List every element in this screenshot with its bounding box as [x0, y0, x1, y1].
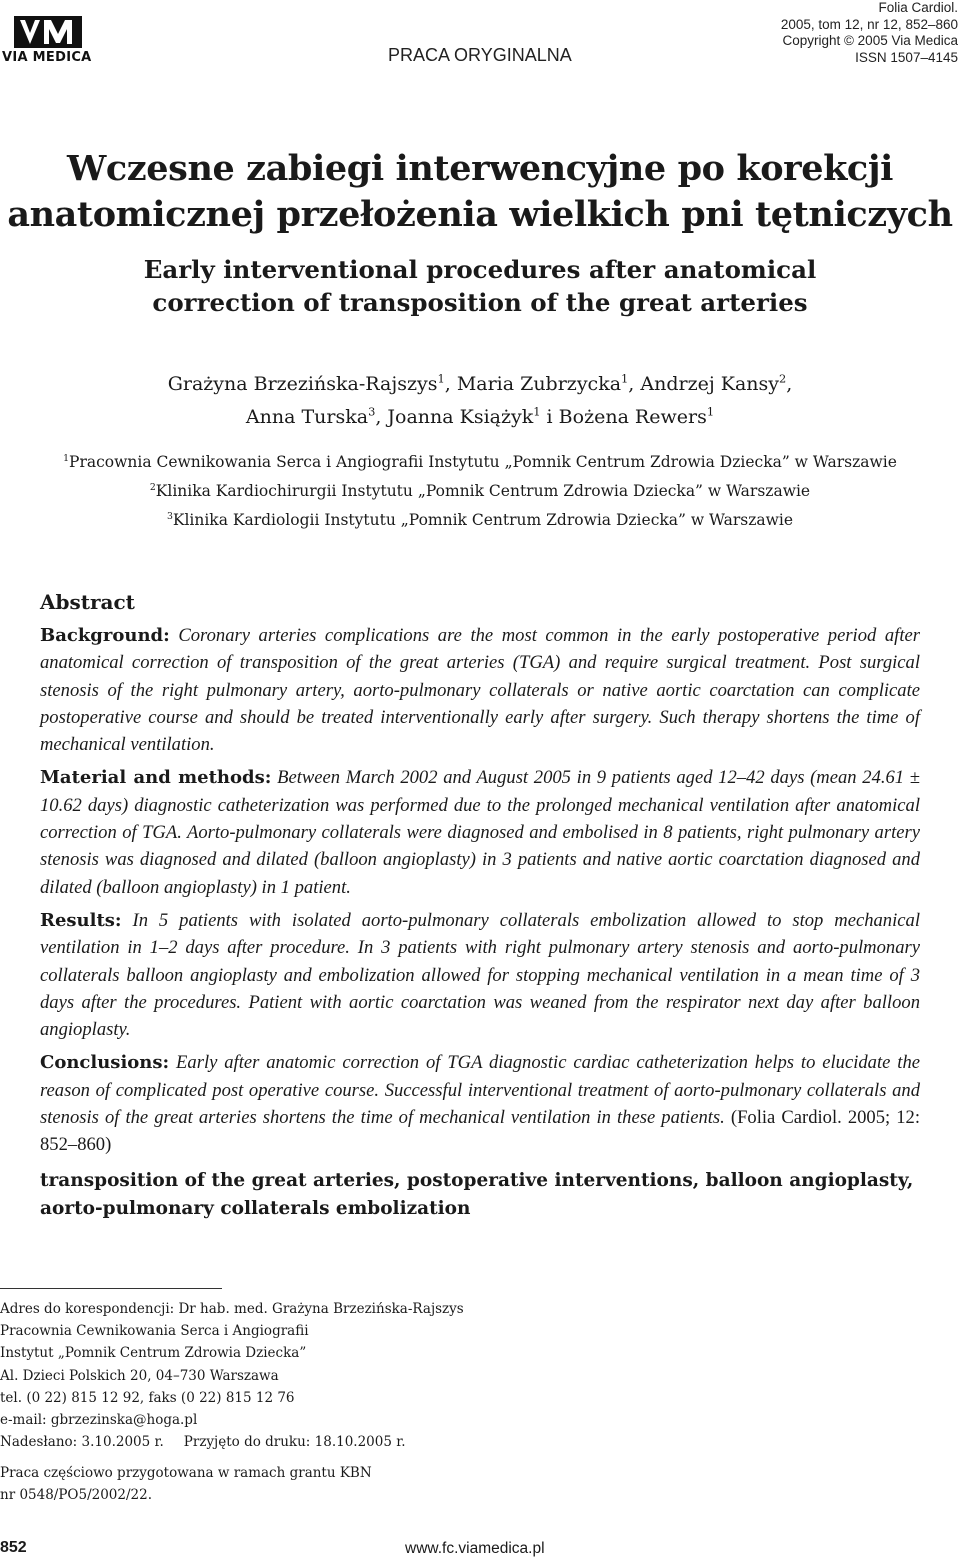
- author-name: Maria Zubrzycka: [456, 373, 622, 395]
- keywords: transposition of the great arteries, postoperative interventions, balloon angioplasty, aorto-pulmonary collaterals embolization: [40, 1169, 914, 1219]
- author-affiliation-ref: 1: [621, 371, 629, 386]
- website-link[interactable]: www.fc.viamedica.pl: [405, 1540, 545, 1557]
- correspondence-line: Instytut „Pomnik Centrum Zdrowia Dziecka”: [0, 1345, 307, 1362]
- received-date: Nadesłano: 3.10.2005 r.: [0, 1434, 164, 1451]
- author-affiliation-ref: 1: [706, 404, 715, 419]
- affiliation: [0, 506, 960, 535]
- affiliation-number: 2: [149, 481, 156, 493]
- journal-copyright: Copyright © 2005 Via Medica: [782, 33, 958, 48]
- author-name: Joanna Książyk: [387, 406, 534, 428]
- correspondence-line: Pracownia Cewnikowania Serca i Angiografii: [0, 1323, 309, 1340]
- affiliation-number: 1: [63, 452, 70, 464]
- author-affiliation-ref: 3: [368, 404, 376, 419]
- journal-info: [781, 0, 958, 66]
- authors: [0, 368, 960, 434]
- via-medica-logo: [2, 16, 102, 68]
- methods-label: Material and methods:: [40, 767, 272, 789]
- affiliation: [0, 448, 960, 477]
- author-affiliation-ref: 1: [533, 404, 541, 419]
- journal-issn: ISSN 1507–4145: [855, 49, 958, 65]
- author-name: Grażyna Brzezińska-Rajszys: [167, 373, 438, 395]
- affiliation-number: 3: [166, 510, 173, 522]
- authors-line-2: Anna Turska$^3$, Joanna Książyk$^1$ i Bożena Rewers$^1$: [245, 404, 715, 428]
- title-english-line-1: Early interventional procedures after anatomical: [143, 255, 817, 284]
- via-medica-logo-icon: [2, 16, 94, 48]
- accepted-date: Przyjęto do druku: 18.10.2005 r.: [183, 1434, 406, 1451]
- results-text: In 5 patients with isolated aorto-pulmonary collaterals embolization allowed to stop mechanical ventilation in 1–2 days after procedure. In 3 patients with right pulmonary artery stenosis and aorto-pulmonary collaterals balloon angioplasty and embolization allowed for stopping mechanical ventilation in a mean time of 3 days after the procedures. Patient with aortic coarctation was weaned from the respirator next day after balloon angioplasty.: [40, 909, 920, 1041]
- abstract-methods: [40, 764, 920, 900]
- submission-dates: [0, 1431, 464, 1453]
- page-number: 852: [0, 1539, 27, 1556]
- methods-text: Between March 2002 and August 2005 in 9 patients aged 12–42 days (mean 24.61 ± 10.62 days) diagnostic catheterization was performed due to the prolonged mechanical ventilation after anatomical correction of TGA. Aorto-pulmonary collaterals were diagnosed and embolised in 8 patients, right pulmonary artery stenosis was diagnosed and dilated (balloon angioplasty) in 3 patients and native aortic coarctation diagnosed and dilated (balloon angioplasty) in 1 patient.: [40, 767, 920, 898]
- title-english-line-2: correction of transposition of the great arteries: [152, 288, 808, 317]
- author-conjunction: i: [546, 406, 553, 428]
- conclusions-text: Early after anatomic correction of TGA diagnostic cardiac catheterization helps to elucidate the reason of complicated post operative course. Successful interventional treatment of aorto-pulmonary collaterals and stenosis of the great arteries shortens the time of mechanical ventilation in these patients.: [40, 1052, 920, 1129]
- affiliation-text: Pracownia Cewnikowania Serca i Angiografii Instytutu „Pomnik Centrum Zdrowia Dziecka” w Warszawie: [69, 453, 897, 471]
- background-text: Coronary arteries complications are the most common in the early postoperative period after anatomical correction of transposition of the great arteries (TGA) and require surgical treatment. Post surgical stenosis of the right pulmonary artery, aorto-pulmonary collaterals or native aortic coarctation can complicate postoperative course and should be treated interventionally early after surgery. Such therapy shortens the time of mechanical ventilation.: [40, 625, 920, 756]
- results-label: Results:: [40, 909, 122, 931]
- abstract-heading: Abstract: [40, 590, 135, 614]
- article-type: PRACA ORYGINALNA: [388, 45, 572, 65]
- author-name: Andrzej Kansy: [640, 373, 780, 395]
- correspondence-email[interactable]: e-mail: gbrzezinska@hoga.pl: [0, 1412, 198, 1429]
- author-name: Anna Turska: [245, 406, 369, 428]
- logo-text: VIA MEDICA: [2, 50, 92, 65]
- author-name: Bożena Rewers: [558, 406, 707, 428]
- title-english: [0, 253, 960, 319]
- background-label: Background:: [40, 625, 170, 646]
- correspondence-address: [0, 1298, 464, 1453]
- grant-line: Praca częściowo przygotowana w ramach grantu KBN: [0, 1465, 372, 1481]
- journal-volume: 2005, tom 12, nr 12, 852–860: [780, 16, 958, 32]
- footnote-rule: [0, 1288, 222, 1289]
- abstract-results: [40, 907, 920, 1043]
- abstract-conclusions: [40, 1049, 920, 1158]
- abstract-background: [40, 622, 920, 758]
- correspondence-line: Al. Dzieci Polskich 20, 04–730 Warszawa: [0, 1367, 279, 1384]
- authors-line-1: Grażyna Brzezińska-Rajszys$^1$, Maria Zubrzycka$^1$, Andrzej Kansy$^2$,: [167, 371, 793, 395]
- grant-line: nr 0548/PO5/2002/22.: [0, 1487, 153, 1503]
- title-polish-line-1: Wczesne zabiegi interwencyjne po korekcji: [66, 148, 893, 189]
- affiliation-text: Klinika Kardiologii Instytutu „Pomnik Centrum Zdrowia Dziecka” w Warszawie: [172, 511, 794, 529]
- title-polish: [0, 146, 960, 238]
- abstract: [40, 588, 920, 1223]
- conclusions-label: Conclusions:: [40, 1052, 170, 1074]
- grant-note: [0, 1462, 372, 1506]
- author-affiliation-ref: 2: [779, 371, 787, 386]
- affiliations: [0, 448, 960, 535]
- citation: (Folia Cardiol. 2005; 12: 852–860): [40, 1107, 920, 1156]
- journal-name: Folia Cardiol.: [878, 0, 958, 15]
- correspondence-line: Adres do korespondencji: Dr hab. med. Grażyna Brzezińska-Rajszys: [0, 1301, 464, 1317]
- author-affiliation-ref: 1: [437, 371, 445, 386]
- affiliation-text: Klinika Kardiochirurgii Instytutu „Pomnik Centrum Zdrowia Dziecka” w Warszawie: [155, 482, 811, 500]
- affiliation: [0, 477, 960, 506]
- title-polish-line-2: anatomicznej przełożenia wielkich pni tętniczych: [7, 194, 953, 235]
- correspondence-phone: tel. (0 22) 815 12 92, faks (0 22) 815 12 76: [0, 1389, 295, 1406]
